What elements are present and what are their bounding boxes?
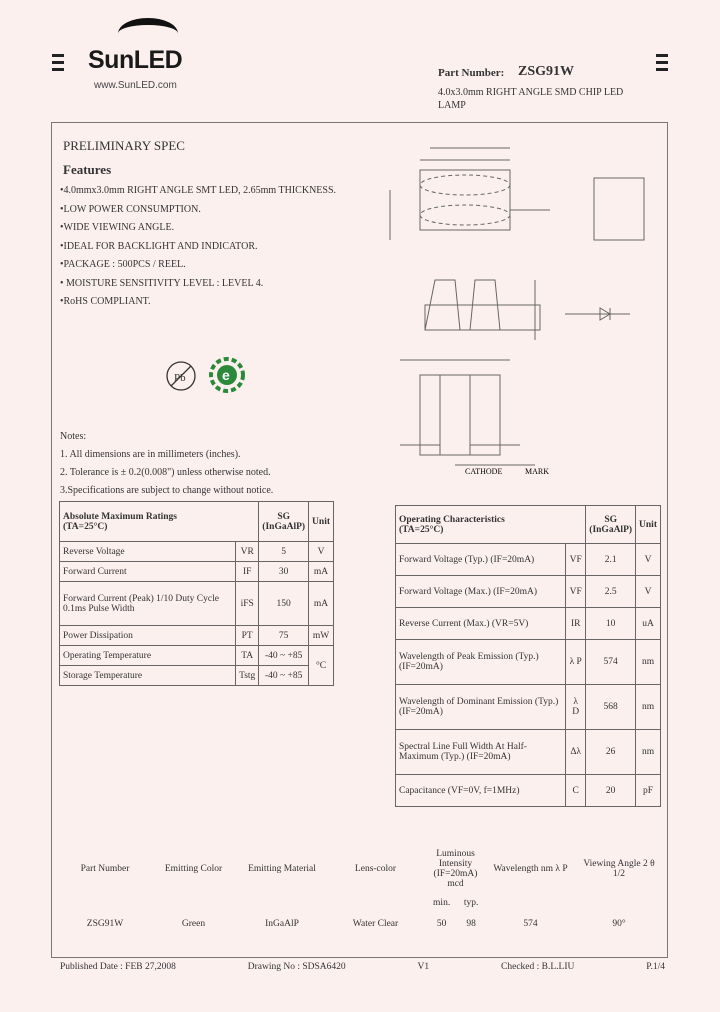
- cathode-label: CATHODE: [465, 467, 503, 476]
- table-row: Forward Current (Peak) 1/10 Duty Cycle 0.1ms Pulse Width iFS 150 mA: [60, 582, 334, 626]
- summary-section: [62, 845, 662, 935]
- rohs-e-icon: [208, 356, 246, 394]
- op-table-sg: SG (InGaAlP): [586, 506, 636, 544]
- table-row: Reverse Current (Max.) (VR=5V) IR 10 uA: [396, 608, 661, 640]
- logo-arc-icon: [118, 18, 178, 49]
- table-row: ZSG91W Green InGaAlP Water Clear 50 98 574 90°: [86, 919, 626, 929]
- abs-table-unit: Unit: [309, 502, 334, 542]
- pb-text: Pb: [174, 372, 186, 384]
- abs-table-sg: SG (InGaAlP): [259, 502, 309, 542]
- summary-header: Lens-color: [354, 864, 397, 874]
- op-table-unit: Unit: [636, 506, 661, 544]
- version: V1: [417, 962, 430, 972]
- feature-item: •WIDE VIEWING ANGLE.: [60, 222, 175, 233]
- rohs-text: e: [222, 367, 230, 383]
- features-heading: Features: [63, 162, 112, 177]
- table-row: Wavelength of Peak Emission (Typ.) (IF=20mA) λ P 574 nm: [396, 640, 661, 685]
- page-number: P.1/4: [646, 962, 665, 972]
- feature-item: •4.0mmx3.0mm RIGHT ANGLE SMT LED, 2.65mm THICKNESS.: [60, 185, 337, 196]
- part-description: 4.0x3.0mm RIGHT ANGLE SMD CHIP LED LAMP: [438, 87, 624, 111]
- note-line: Notes:: [60, 431, 87, 442]
- feature-item: •PACKAGE : 500PCS / REEL.: [60, 259, 186, 270]
- summary-table: [62, 845, 662, 935]
- summary-header: Emitting Material: [248, 864, 316, 874]
- pb-free-icon: [165, 360, 197, 392]
- summary-header: Part Number: [80, 864, 130, 874]
- op-char-table: [395, 505, 661, 807]
- table-row: Spectral Line Full Width At Half-Maximum (Typ.) (IF=20mA) Δλ 26 nm: [396, 730, 661, 775]
- package-drawing: [360, 130, 660, 490]
- feature-item: •RoHS COMPLIANT.: [60, 296, 151, 307]
- notes: [60, 428, 360, 500]
- summary-header: Luminous Intensity (IF=20mA) mcd: [433, 849, 478, 889]
- table-row: Wavelength of Dominant Emission (Typ.) (IF=20mA) λ D 568 nm: [396, 685, 661, 730]
- table-row: Forward Voltage (Max.) (IF=20mA) VF 2.5 V: [396, 576, 661, 608]
- summary-typ-label: typ.: [463, 898, 479, 908]
- feature-item: •LOW POWER CONSUMPTION.: [60, 203, 201, 215]
- table-row: Forward Voltage (Typ.) (IF=20mA) VF 2.1 V: [396, 544, 661, 576]
- note-line: 1. All dimensions are in millimeters (inches).: [60, 449, 241, 460]
- abs-table-title: Absolute Maximum Ratings (TA=25°C): [60, 502, 259, 542]
- note-line: 2. Tolerance is ± 0.2(0.008") unless otherwise noted.: [60, 467, 271, 478]
- features-list: [60, 182, 340, 312]
- drawing-number: Drawing No : SDSA6420: [247, 962, 346, 972]
- table-row: Capacitance (VF=0V, f=1MHz) C 20 pF: [396, 775, 661, 807]
- feature-item: •IDEAL FOR BACKLIGHT AND INDICATOR.: [60, 240, 258, 252]
- table-row: Power Dissipation PT 75 mW: [60, 626, 334, 646]
- note-line: 3.Specifications are subject to change without notice.: [60, 485, 274, 496]
- left-bars-icon: [52, 54, 64, 75]
- part-number-label: Part Number:: [438, 67, 505, 79]
- published-date: Published Date : FEB 27,2008: [60, 962, 176, 972]
- abs-max-table: [59, 501, 334, 686]
- op-table-title: Operating Characteristics (TA=25°C): [396, 506, 586, 544]
- website-url: www.SunLED.com: [94, 80, 177, 91]
- logo: SunLED: [88, 46, 183, 74]
- table-row: Forward Current IF 30 mA: [60, 562, 334, 582]
- prelim-heading: PRELIMINARY SPEC: [63, 138, 185, 153]
- right-bars-icon: [656, 54, 668, 75]
- part-number: ZSG91W: [518, 64, 575, 79]
- checked-by: Checked : B.L.LIU: [501, 962, 575, 972]
- summary-header: Emitting Color: [164, 864, 223, 874]
- mark-label: MARK: [525, 467, 550, 476]
- table-row: Storage Temperature Tstg -40 ~ +85: [60, 666, 334, 686]
- summary-min-label: min.: [433, 898, 451, 908]
- footer: [60, 962, 665, 972]
- summary-header: Wavelength nm λ P: [493, 864, 568, 874]
- feature-item: • MOISTURE SENSITIVITY LEVEL : LEVEL 4.: [60, 277, 264, 289]
- table-row: Reverse Voltage VR 5 V: [60, 542, 334, 562]
- summary-header: Viewing Angle 2 θ 1/2: [583, 859, 655, 879]
- table-row: Operating Temperature TA -40 ~ +85 °C: [60, 646, 334, 666]
